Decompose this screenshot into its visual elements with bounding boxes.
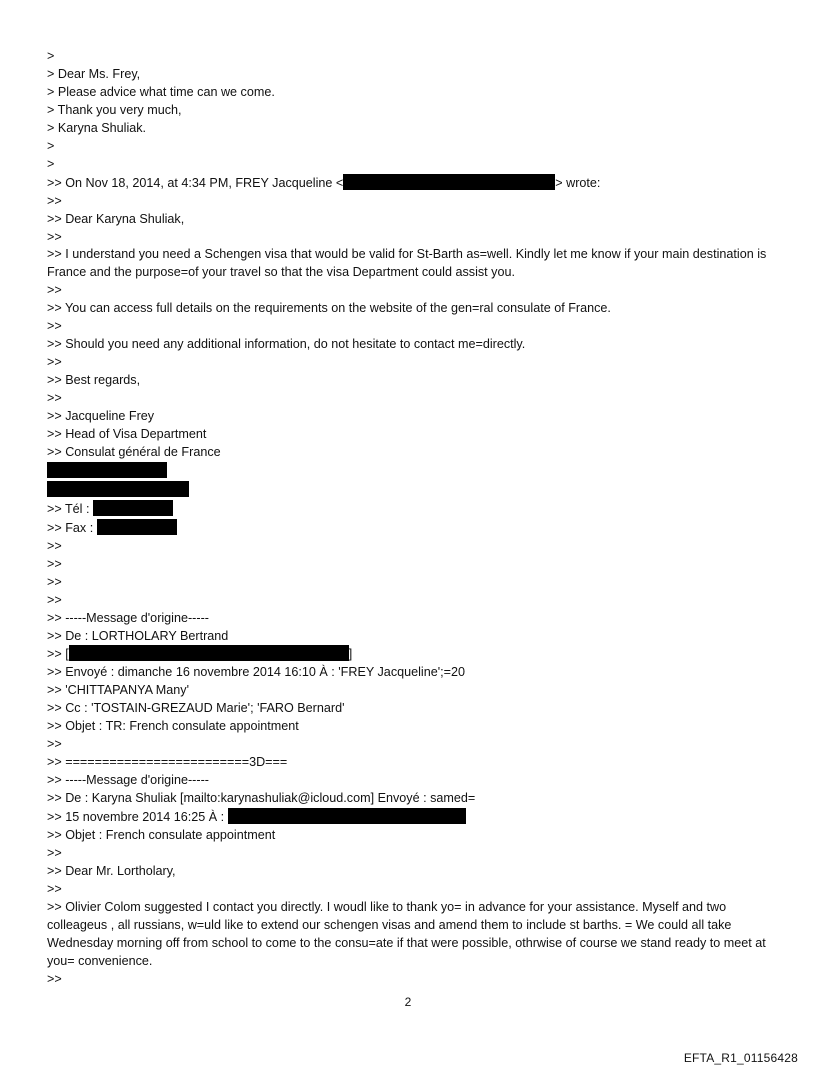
quote-line: > <box>47 49 55 63</box>
gap-line: >> <box>47 556 62 571</box>
original-message-line: >> Cc : 'TOSTAIN-GREZAUD Marie'; 'FARO Bernard' <box>47 701 345 716</box>
reply-line: >> Best regards, <box>47 373 141 388</box>
reply-line: >> Dear Karyna Shuliak, <box>47 211 185 226</box>
reply-line: >> Should you need any additional information, do not hesitate to contact me=directly. <box>47 337 526 352</box>
gap-line: >> <box>47 592 62 607</box>
quote-line: > Dear Ms. Frey, <box>47 66 141 81</box>
redaction-fax <box>97 519 177 535</box>
reply-line: >> <box>47 355 62 370</box>
reply-line: >> <box>47 193 62 208</box>
original-message-from: >> De : LORTHOLARY Bertrand <box>47 628 229 643</box>
reply-line: >> <box>47 391 62 406</box>
quote-line: > Please advice what time can we come. <box>47 84 275 99</box>
reply-line: >> <box>47 229 62 244</box>
wrote-prefix: >> On Nov 18, 2014, at 4:34 PM, FREY Jacqueline < <box>47 175 344 190</box>
redaction-email <box>343 174 555 190</box>
signature-name: >> Jacqueline Frey <box>47 409 155 424</box>
reply-paragraph: >> I understand you need a Schengen visa that would be valid for St-Barth as=well. Kindly let me know if your main destination is France and the purpose=of your travel so that the visa Department could assist you. <box>47 247 767 280</box>
reply-line: >> You can access full details on the requirements on the website of the gen=ral consulate of France. <box>47 301 611 316</box>
redaction-address-1 <box>47 462 167 478</box>
sent-to-prefix: >> 15 novembre 2014 16:25 À : <box>47 810 225 825</box>
fax-line <box>47 519 767 538</box>
redacted-address-line <box>47 481 767 500</box>
redaction-address-2 <box>47 481 189 497</box>
original-message-line: >> =========================3D=== <box>47 755 288 770</box>
redaction-recipient <box>228 808 466 824</box>
tel-line <box>47 500 767 519</box>
original-message-line: >> <box>47 845 62 860</box>
signature-title: >> Head of Visa Department <box>47 427 207 442</box>
original-message-header: >> -----Message d'origine----- <box>47 610 209 625</box>
reply-line: >> <box>47 319 62 334</box>
reply-line: >> <box>47 283 62 298</box>
original-message-line: >> Dear Mr. Lortholary, <box>47 863 176 878</box>
page-number: 2 <box>404 995 412 1009</box>
fax-label: >> Fax : <box>47 520 94 535</box>
document-id: EFTA_R1_01156428 <box>683 1051 798 1065</box>
original-message-paragraph: >> Olivier Colom suggested I contact you directly. I woudl like to thank yo= in advance for your assistance. Myself and two colleageus , all russians, w=uld like to extend our schengen visas and amend them to include st barths. = We could all take Wednesday morning off from school to come to the consu=ate if that were possible, othrwise of course we stand ready to meet at you= convenience. <box>47 899 766 968</box>
quote-line: > Thank you very much, <box>47 102 182 117</box>
signature-org: >> Consulat général de France <box>47 444 221 459</box>
original-message-line: >> <box>47 971 62 986</box>
original-message-line: >> 'CHITTAPANYA Many' <box>47 683 189 698</box>
original-message-line: >> De : Karyna Shuliak [mailto:karynashuliak@icloud.com] Envoyé : samed= <box>47 791 476 806</box>
quote-line: > <box>47 156 55 171</box>
quote-line: > Karyna Shuliak. <box>47 120 147 135</box>
email-body <box>47 48 767 989</box>
bracket-open: >> [ <box>47 647 69 662</box>
bracket-close: ] <box>348 647 353 662</box>
wrote-line <box>47 174 767 193</box>
original-message-line: >> Objet : TR: French consulate appointment <box>47 719 299 734</box>
from-address-line <box>47 645 767 664</box>
original-message-line: >> <box>47 881 62 896</box>
redaction-from-address <box>69 645 349 661</box>
redaction-tel <box>93 500 173 516</box>
sent-to-line <box>47 808 767 827</box>
original-message-line: >> Objet : French consulate appointment <box>47 827 276 842</box>
redacted-address-line <box>47 462 767 481</box>
quote-line: > <box>47 138 55 153</box>
wrote-suffix: > wrote: <box>555 175 601 190</box>
original-message-line: >> Envoyé : dimanche 16 novembre 2014 16:10 À : 'FREY Jacqueline';=20 <box>47 665 465 680</box>
original-message-line: >> <box>47 737 62 752</box>
gap-line: >> <box>47 538 62 553</box>
gap-line: >> <box>47 574 62 589</box>
original-message-line: >> -----Message d'origine----- <box>47 773 209 788</box>
tel-label: >> Tél : <box>47 501 90 516</box>
